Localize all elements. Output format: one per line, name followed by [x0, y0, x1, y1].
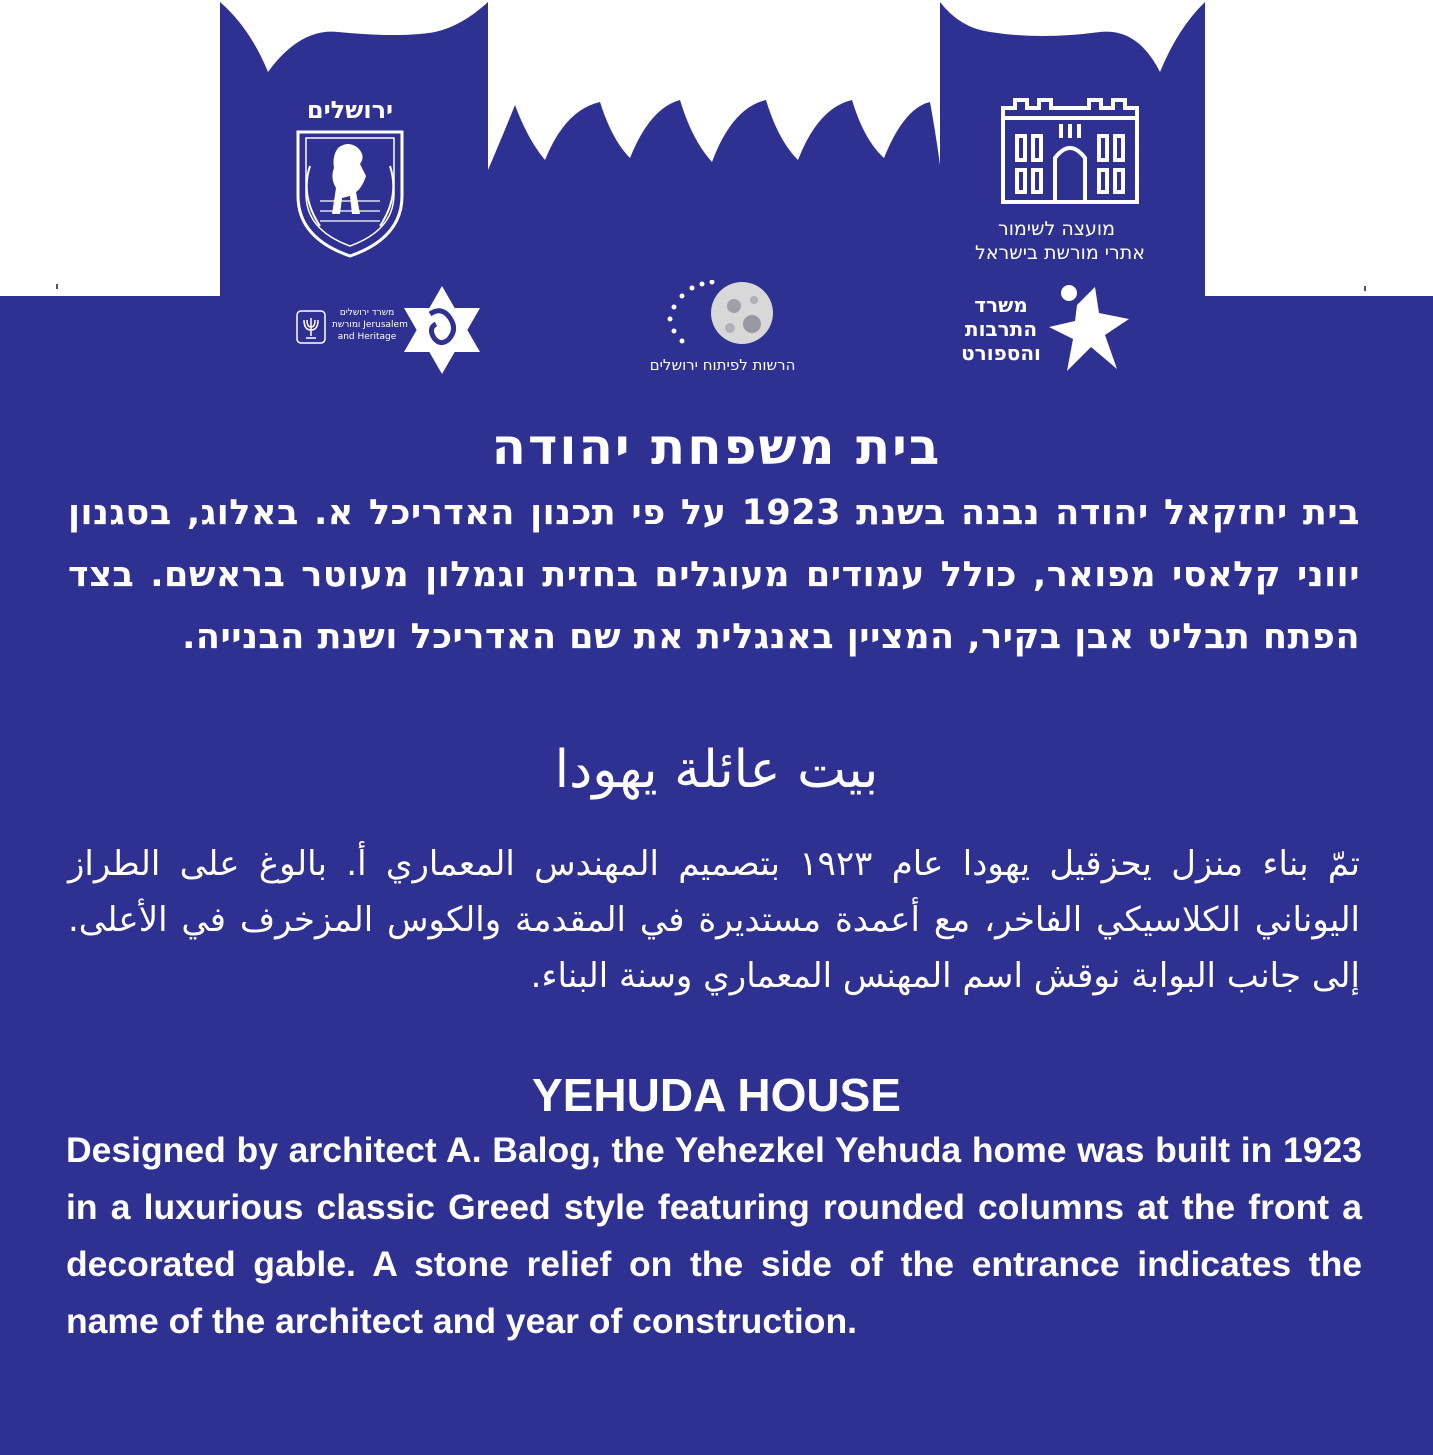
hebrew-title: בית משפחת יהודה	[491, 418, 942, 476]
heritage-council-line1: מועצה לשימור	[997, 218, 1115, 240]
heritage-council-logo	[955, 94, 1165, 269]
jerusalem-lion-crest-icon	[290, 126, 410, 262]
culture-sport-line2: התרבות	[964, 317, 1038, 341]
jerusalem-logo	[290, 96, 410, 266]
star-of-david-lion-icon	[400, 284, 484, 376]
jerusalem-heritage-ministry-logo	[296, 284, 486, 376]
arabic-title: بيت عائلة يهودا	[554, 740, 879, 800]
ministry-line3: and Heritage	[337, 332, 397, 342]
moon-circle-dots-icon	[630, 280, 815, 350]
jerusalem-label: ירושלים	[306, 96, 394, 124]
culture-sport-line3: והספורט	[961, 341, 1041, 365]
menorah-emblem-icon	[296, 310, 326, 344]
jerusalem-development-logo	[630, 280, 815, 380]
culture-sport-logo	[955, 283, 1135, 378]
english-title: YEHUDA HOUSE	[532, 1069, 901, 1121]
ministry-line1: משרד ירושלים	[339, 308, 395, 318]
ministry-line2: ומורשת Jerusalem	[332, 320, 408, 330]
culture-sport-line1: משרד	[974, 293, 1028, 317]
hebrew-body: בית יחזקאל יהודה נבנה בשנת 1923 על פי תכנון האדריכל א. באלוג, בסגנון יווני קלאסי מפואר, כולל עמודים מעוגלים בחזית וגמלון מעוטר בראשם. בצד הפתח תבליט אבן בקיר, המציין באנגלית את שם האדריכל ושנת הבנייה.	[68, 493, 1360, 657]
heritage-building-icon	[995, 94, 1145, 206]
star-figure-icon	[1047, 283, 1133, 375]
english-body: Designed by architect A. Balog, the Yehezkel Yehuda home was built in 1923 in a luxurious classic Greed style featuring rounded columns at the front a decorated gable. A stone relief on the side of the entrance indicates the name of the architect and year of construction.	[66, 1130, 1362, 1341]
heritage-council-line2: אתרי מורשת בישראל	[975, 242, 1145, 264]
jerusalem-development-label: הרשות לפיתוח ירושלים	[649, 356, 796, 374]
arabic-body: تمّ بناء منزل يحزقيل يهودا عام ١٩٢٣ بتصميم المهندس المعماري أ. بالوغ على الطراز اليوناني الكلاسيكي الفاخر، مع أعمدة مستديرة في المقدمة والكوس المزخرف في الأعلى. إلى جانب البوابة نوقش اسم المهنس المعماري وسنة البناء.	[68, 844, 1360, 996]
